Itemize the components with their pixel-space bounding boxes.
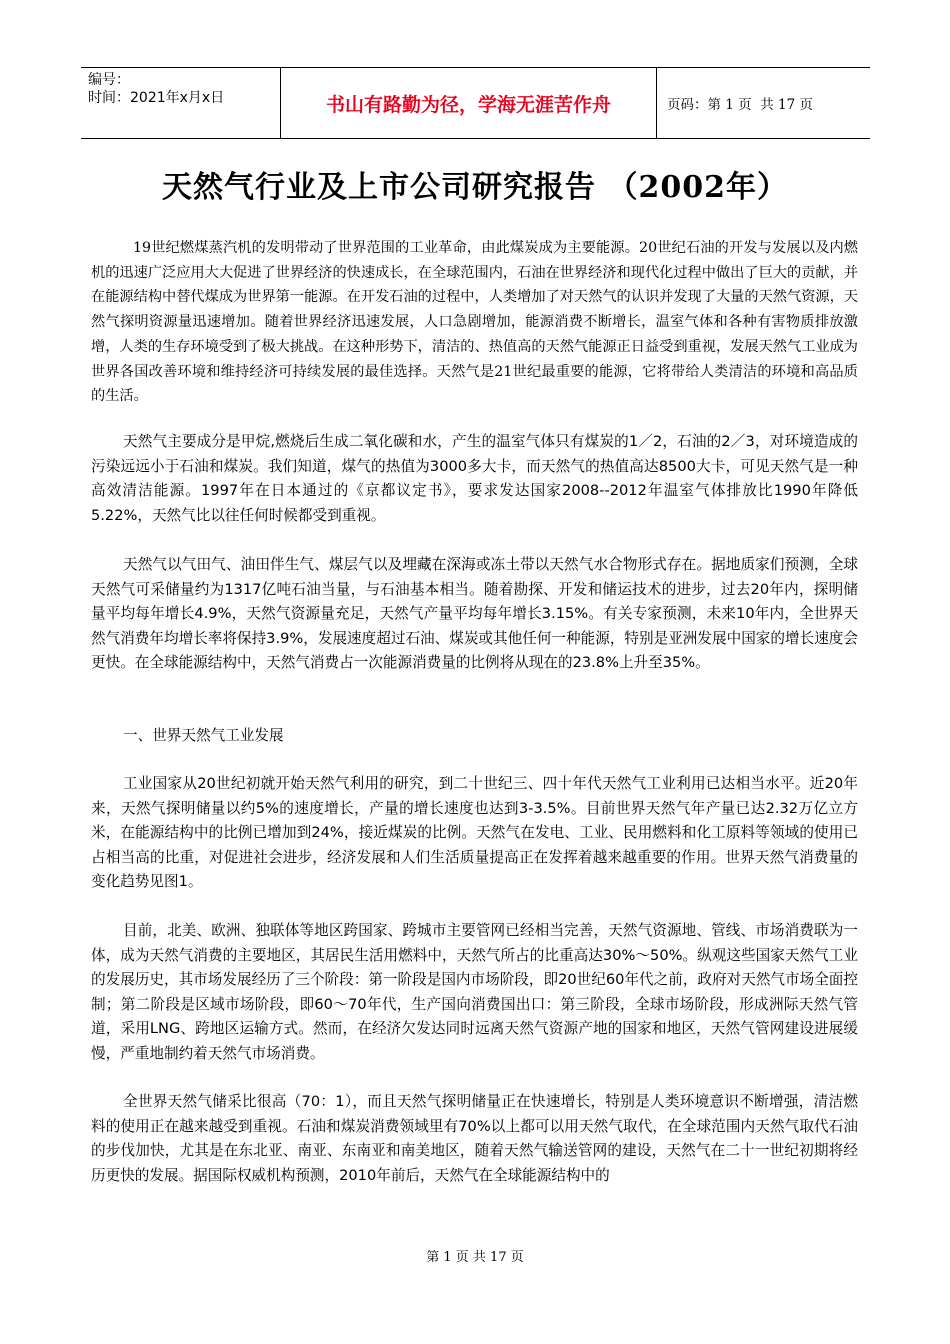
reserves-paragraph: 天然气以气田气、油田伴生气、煤层气以及埋藏在深海或冻土带以天然气水合物形式存在。据地质家们预测，全球天然气可采储量约为1317亿吨石油当量，与石油基本相当。随着勘探、开发和储运技术的进步，过去20年内，探明储量平均每年增长4.9%，天然气资源量充足，天然气产量平均每年增长3.15%。有关专家预测，未来10年内，全世界天然气消费年均增长率将保持3.9%，发展速度超过石油、煤炭或其他任何一种能源，特别是亚洲发展中国家的增长速度会更快。在全球能源结构中，天然气消费占一次能源消费量的比例将从现在的23.8%上升至35%。 [91,556,858,672]
industry-paragraph: 工业国家从20世纪初就开始天然气利用的研究，到二十世纪三、四十年代天然气工业利用已达相当水平。近20年来，天然气探明储量以约5%的速度增长，产量的增长速度也达到3-3.5%。目前世界天然气年产量已达2.32万亿立方米，在能源结构中的比例已增加到24%，接近煤炭的比例。天然气在发电、工业、民用燃料和化工原料等领域的使用已占相当高的比重，对促进社会进步，经济发展和人们生活质量提高正在发挥着越来越重要的作用。世界天然气消费量的变化趋势见图1。 [91,775,858,891]
header-table [81,67,870,139]
header-page-info-cell [657,68,870,138]
page-footer: 第 1 页 共 17 页 [426,1250,524,1265]
document-date: 时间：2021年x月x日 [88,90,225,106]
header-motto: 书山有路勤为径，学海无涯苦作舟 [280,68,657,138]
header-page-info: 页码：第 1 页 共 17 页 [667,97,814,113]
header-meta [81,68,280,138]
section-heading: 一、世界天然气工业发展 [123,727,284,744]
report-title: 天然气行业及上市公司研究报告 （2002年） [162,170,788,205]
composition-paragraph: 天然气主要成分是甲烷,燃烧后生成二氧化碳和水，产生的温室气体只有煤炭的1／2，石油的2／3，对环境造成的污染远远小于石油和煤炭。我们知道，煤气的热值为3000多大卡，而天然气的热值高达8500大卡，可见天然气是一种高效清洁能源。1997年在日本通过的《京都议定书》，要求发达国家2008--2012年温室气体排放比1990年降低5.22%，天然气比以往任何时候都受到重视。 [91,433,858,524]
outlook-paragraph: 全世界天然气储采比很高（70：1），而且天然气探明储量正在快速增长，特别是人类环境意识不断增强，清洁燃料的使用正在越来越受到重视。石油和煤炭消费领域里有70%以上都可以用天然气取代，在全球范围内天然气取代石油的步伐加快，尤其是在东北亚、南亚、东南亚和南美地区，随着天然气输送管网的建设，天然气在二十一世纪初期将经历更快的发展。据国际权威机构预测，2010年前后，天然气在全球能源结构中的 [91,1093,858,1184]
intro-paragraph: 19世纪燃煤蒸汽机的发明带动了世界范围的工业革命，由此煤炭成为主要能源。20世纪石油的开发与发展以及内燃机的迅速广泛应用大大促进了世界经济的快速成长，在全球范围内，石油在世界经济和现代化过程中做出了巨大的贡献，并在能源结构中替代煤成为世界第一能源。在开发石油的过程中，人类增加了对天然气的认识并发现了大量的天然气资源，天然气探明资源量迅速增加。随着世界经济迅速发展，人口急剧增加，能源消费不断增长，温室气体和各种有害物质排放激增，人类的生存环境受到了极大挑战。在这种形势下，清洁的、热值高的天然气能源正日益受到重视，发展天然气工业成为世界各国改善环境和维持经济可持续发展的最佳选择。天然气是21世纪最重要的能源，它将带给人类清洁的环境和高品质的生活。 [91,240,858,405]
document-number-label: 编号： [88,72,130,88]
markets-paragraph: 目前，北美、欧洲、独联体等地区跨国家、跨城市主要管网已经相当完善，天然气资源地、管线、市场消费联为一体，成为天然气消费的主要地区，其居民生活用燃料中，天然气所占的比重高达30%～50%。纵观这些国家天然气工业的发展历史，其市场发展经历了三个阶段：第一阶段是国内市场阶段，即20世纪60年代之前，政府对天然气市场全面控制；第二阶段是区域市场阶段，即60～70年代，生产国向消费国出口：第三阶段，全球市场阶段，形成洲际天然气管道，采用LNG、跨地区运输方式。然而，在经济欠发达同时远离天然气资源产地的国家和地区，天然气管网建设进展缓慢，严重地制约着天然气市场消费。 [91,922,858,1062]
